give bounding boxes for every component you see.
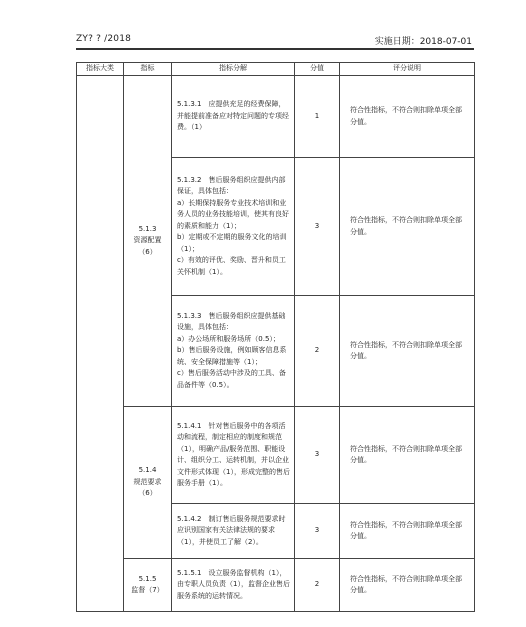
indicator-cell: 5.1.3 资源配置 （6）	[124, 76, 172, 407]
score-cell: 3	[295, 504, 340, 559]
decomposition-cell: 5.1.3.3 售后服务组织应提供基础设施，具体包括： a）办公场所和服务场所（0.5）； b）售后服务设施，例如顾客信息系统、安全保障措施等（1）； c）售后服务活动中涉及的工具、备品备件等（0.5）。	[172, 296, 295, 407]
header-rule	[76, 48, 474, 50]
col-header-evaluation: 评分说明	[340, 63, 475, 76]
decomposition-cell: 5.1.4.1 针对售后服务中的各项活动和流程，制定相应的制度和规范（1），明确产品/服务范围、职能设计、组织分工、运转机制，并以企业文件形式体现（1），形成完整的售后服务手册（1）。	[172, 407, 295, 504]
scoring-table	[76, 62, 475, 612]
score-cell: 2	[295, 559, 340, 612]
decomposition-cell: 5.1.3.2 售后服务组织应提供内部保证，具体包括： a）长期保持服务专业技术培训和业务人员的业务技能培训，使其有良好的素质和能力（1）； b）定期或不定期的服务文化的培训（1）； c）有效的评优、奖励、晋升和员工关怀机制（1）。	[172, 158, 295, 296]
evaluation-cell: 符合性指标，不符合则扣除单项全部分值。	[340, 407, 475, 504]
evaluation-cell: 符合性指标，不符合则扣除单项全部分值。	[340, 296, 475, 407]
indicator-cell: 5.1.4 规范要求 （6）	[124, 407, 172, 559]
table-row	[77, 407, 475, 504]
col-header-decomposition: 指标分解	[172, 63, 295, 76]
decomposition-cell: 5.1.4.2 制订售后服务规范要求时应识别国家有关法律法规的要求（1），并使员工了解（2）。	[172, 504, 295, 559]
col-header-indicator: 指标	[124, 63, 172, 76]
table-header-row	[77, 63, 475, 76]
evaluation-cell: 符合性指标，不符合则扣除单项全部分值。	[340, 504, 475, 559]
table-row	[77, 76, 475, 158]
implementation-date: 实施日期：2018-07-01	[374, 37, 472, 47]
evaluation-cell: 符合性指标，不符合则扣除单项全部分值。	[340, 158, 475, 296]
decomposition-cell: 5.1.5.1 设立服务监督机构（1），由专职人员负责（1），监督企业售后服务系统的运转情况。	[172, 559, 295, 612]
evaluation-cell: 符合性指标，不符合则扣除单项全部分值。	[340, 559, 475, 612]
score-cell: 3	[295, 158, 340, 296]
score-cell: 1	[295, 76, 340, 158]
category-cell	[77, 76, 124, 612]
evaluation-cell: 符合性指标，不符合则扣除单项全部分值。	[340, 76, 475, 158]
col-header-category: 指标大类	[77, 63, 124, 76]
decomposition-cell: 5.1.3.1 应提供充足的经费保障，并能提前准备应对特定问题的专项经费。（1）	[172, 76, 295, 158]
indicator-cell: 5.1.5 监督（7）	[124, 559, 172, 612]
col-header-score: 分值	[295, 63, 340, 76]
score-cell: 2	[295, 296, 340, 407]
standard-code: ZY? ? /2018	[76, 34, 132, 44]
table-row	[77, 559, 475, 612]
score-cell: 3	[295, 407, 340, 504]
